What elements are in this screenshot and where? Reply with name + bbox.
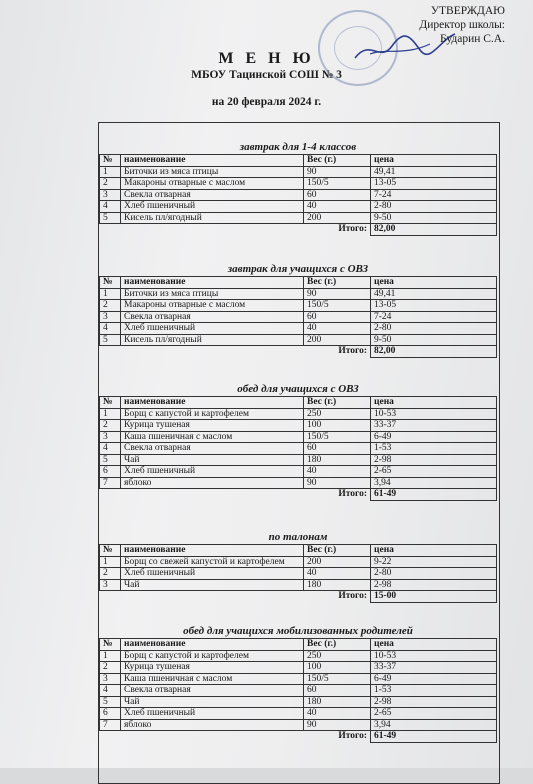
table-row [100, 178, 497, 190]
cell: 5 [100, 334, 121, 346]
approval-name: Бударин С.А. [440, 33, 505, 45]
cell: 180 [304, 579, 371, 591]
cell: Кисель пл/ягодный [121, 334, 304, 346]
cell: 60 [304, 189, 371, 201]
cell: 40 [304, 323, 371, 335]
cell: 4 [100, 201, 121, 213]
cell: 3,94 [371, 719, 497, 731]
cell: 10-53 [371, 650, 497, 662]
table-row [100, 323, 497, 335]
cell: Борщ с капустой и картофелем [121, 650, 304, 662]
cell: 5 [100, 454, 121, 466]
cell: Чай [121, 579, 304, 591]
cell: 3 [100, 673, 121, 685]
column-header: цена [371, 277, 497, 289]
table-row [100, 454, 497, 466]
cell: 9-50 [371, 212, 497, 224]
cell: 2 [100, 568, 121, 580]
column-header: № [100, 639, 121, 651]
menu-date: на 20 февраля 2024 г. [211, 96, 322, 108]
cell: 2-80 [371, 201, 497, 213]
cell: 250 [304, 408, 371, 420]
table-row [100, 288, 497, 300]
cell: 3 [100, 579, 121, 591]
column-header: № [100, 277, 121, 289]
approval-block [419, 4, 505, 46]
cell: 90 [304, 477, 371, 489]
table-header-row [100, 545, 497, 557]
menu-table [99, 396, 497, 501]
table-row [100, 662, 497, 674]
cell: 3 [100, 431, 121, 443]
cell: 90 [304, 166, 371, 178]
cell: 150/5 [304, 431, 371, 443]
cell: 49,41 [371, 166, 497, 178]
cell: 40 [304, 568, 371, 580]
cell: 180 [304, 696, 371, 708]
column-header: Вес (г.) [304, 397, 371, 409]
cell: 7 [100, 477, 121, 489]
menu-section [99, 530, 497, 603]
section-title: завтрак для 1-4 классов [239, 141, 357, 153]
table-row [100, 212, 497, 224]
column-header: наименование [121, 639, 304, 651]
total-row [100, 731, 497, 743]
cell: 180 [304, 454, 371, 466]
cell: 1 [100, 166, 121, 178]
cell: 1-53 [371, 443, 497, 455]
cell: 4 [100, 323, 121, 335]
table-row [100, 685, 497, 697]
cell: 60 [304, 443, 371, 455]
cell: 6-49 [371, 673, 497, 685]
cell: Каша пшеничная с маслом [121, 431, 304, 443]
cell: 60 [304, 311, 371, 323]
cell: 4 [100, 685, 121, 697]
cell: 7 [100, 719, 121, 731]
column-header: цена [371, 545, 497, 557]
cell: Борщ с капустой и картофелем [121, 408, 304, 420]
cell: 40 [304, 466, 371, 478]
cell: Биточки из мяса птицы [121, 288, 304, 300]
cell: 7-24 [371, 311, 497, 323]
cell: 33-37 [371, 662, 497, 674]
table-row [100, 300, 497, 312]
cell: 2-98 [371, 454, 497, 466]
cell: Хлеб пшеничный [121, 323, 304, 335]
cell: 2-98 [371, 579, 497, 591]
cell: 150/5 [304, 178, 371, 190]
table-row [100, 568, 497, 580]
table-row [100, 201, 497, 213]
table-row [100, 311, 497, 323]
cell: Курица тушеная [121, 662, 304, 674]
cell: 90 [304, 288, 371, 300]
column-header: № [100, 397, 121, 409]
table-row [100, 443, 497, 455]
menu-section [99, 262, 497, 358]
school-name: МБОУ Тацинской СОШ № 3 [191, 69, 342, 81]
table-row [100, 477, 497, 489]
total-row [100, 346, 497, 358]
table-row [100, 650, 497, 662]
table-header-row [100, 397, 497, 409]
cell: 40 [304, 201, 371, 213]
table-header-row [100, 155, 497, 167]
cell: 200 [304, 212, 371, 224]
column-header: Вес (г.) [304, 155, 371, 167]
cell: 1 [100, 650, 121, 662]
cell: 2-80 [371, 568, 497, 580]
total-value: 61-49 [371, 731, 497, 743]
cell: Каша пшеничная с маслом [121, 673, 304, 685]
cell: Хлеб пшеничный [121, 201, 304, 213]
table-row [100, 408, 497, 420]
approval-position: Директор школы: [419, 19, 505, 31]
menu-section [99, 624, 497, 743]
cell: 2-98 [371, 696, 497, 708]
total-value: 61-49 [371, 489, 497, 501]
cell: 1-53 [371, 685, 497, 697]
table-row [100, 673, 497, 685]
section-title: завтрак для учащихся с ОВЗ [227, 263, 369, 275]
total-value: 15-00 [371, 591, 497, 603]
cell: 2-65 [371, 708, 497, 720]
cell: Курица тушеная [121, 420, 304, 432]
cell: 1 [100, 408, 121, 420]
cell: 1 [100, 288, 121, 300]
column-header: Вес (г.) [304, 639, 371, 651]
cell: 90 [304, 719, 371, 731]
cell: яблоко [121, 719, 304, 731]
total-value: 82,00 [371, 346, 497, 358]
table-row [100, 189, 497, 201]
column-header: № [100, 155, 121, 167]
table-row [100, 420, 497, 432]
total-label: Итого: [338, 346, 367, 357]
table-row [100, 696, 497, 708]
cell: 100 [304, 662, 371, 674]
cell: 3,94 [371, 477, 497, 489]
cell: 150/5 [304, 300, 371, 312]
total-label: Итого: [338, 489, 367, 500]
column-header: наименование [121, 155, 304, 167]
cell: Свекла отварная [121, 685, 304, 697]
cell: 40 [304, 708, 371, 720]
cell: 2-65 [371, 466, 497, 478]
cell: 4 [100, 443, 121, 455]
column-header: наименование [121, 545, 304, 557]
table-row [100, 166, 497, 178]
menu-section [99, 140, 497, 236]
cell: 250 [304, 650, 371, 662]
column-header: наименование [121, 397, 304, 409]
cell: Биточки из мяса птицы [121, 166, 304, 178]
cell: 7-24 [371, 189, 497, 201]
total-value: 82,00 [371, 224, 497, 236]
menu-table [99, 544, 497, 603]
cell: 10-53 [371, 408, 497, 420]
table-row [100, 719, 497, 731]
cell: 9-50 [371, 334, 497, 346]
cell: Макароны отварные с маслом [121, 178, 304, 190]
cell: 2 [100, 178, 121, 190]
cell: 2-80 [371, 323, 497, 335]
table-row [100, 334, 497, 346]
cell: 9-22 [371, 556, 497, 568]
cell: 200 [304, 556, 371, 568]
total-row [100, 489, 497, 501]
cell: Свекла отварная [121, 443, 304, 455]
table-row [100, 556, 497, 568]
menu-section [99, 382, 497, 501]
cell: 2 [100, 420, 121, 432]
cell: Макароны отварные с маслом [121, 300, 304, 312]
menu-table [99, 154, 497, 236]
cell: Борщ со свежей капустой и картофелем [121, 556, 304, 568]
section-title: обед для учащихся мобилизованных родителей [183, 625, 413, 637]
cell: Хлеб пшеничный [121, 568, 304, 580]
table-header-row [100, 639, 497, 651]
table-row [100, 431, 497, 443]
total-row [100, 591, 497, 603]
column-header: Вес (г.) [304, 545, 371, 557]
total-row [100, 224, 497, 236]
cell: 6 [100, 466, 121, 478]
cell: Хлеб пшеничный [121, 708, 304, 720]
cell: 100 [304, 420, 371, 432]
cell: Свекла отварная [121, 311, 304, 323]
table-row [100, 708, 497, 720]
cell: 2 [100, 662, 121, 674]
column-header: цена [371, 397, 497, 409]
cell: 60 [304, 685, 371, 697]
cell: 3 [100, 311, 121, 323]
page-title: М Е Н Ю [218, 50, 315, 67]
cell: 49,41 [371, 288, 497, 300]
cell: 5 [100, 696, 121, 708]
cell: Хлеб пшеничный [121, 466, 304, 478]
cell: 6-49 [371, 431, 497, 443]
menu-table [99, 638, 497, 743]
column-header: № [100, 545, 121, 557]
table-row [100, 466, 497, 478]
cell: 150/5 [304, 673, 371, 685]
cell: 5 [100, 212, 121, 224]
total-label: Итого: [338, 731, 367, 742]
cell: 13-05 [371, 178, 497, 190]
menu-table [99, 276, 497, 358]
cell: 6 [100, 708, 121, 720]
table-row [100, 579, 497, 591]
cell: 1 [100, 556, 121, 568]
total-label: Итого: [338, 591, 367, 602]
approval-heading: УТВЕРЖДАЮ [430, 5, 505, 17]
cell: 33-37 [371, 420, 497, 432]
column-header: цена [371, 155, 497, 167]
cell: 2 [100, 300, 121, 312]
column-header: цена [371, 639, 497, 651]
column-header: Вес (г.) [304, 277, 371, 289]
column-header: наименование [121, 277, 304, 289]
cell: 3 [100, 189, 121, 201]
cell: Чай [121, 696, 304, 708]
table-header-row [100, 277, 497, 289]
cell: 13-05 [371, 300, 497, 312]
cell: 200 [304, 334, 371, 346]
cell: яблоко [121, 477, 304, 489]
cell: Чай [121, 454, 304, 466]
cell: Кисель пл/ягодный [121, 212, 304, 224]
section-title: по талонам [268, 531, 328, 543]
total-label: Итого: [338, 224, 367, 235]
section-title: обед для учащихся с ОВЗ [237, 383, 359, 395]
cell: Свекла отварная [121, 189, 304, 201]
